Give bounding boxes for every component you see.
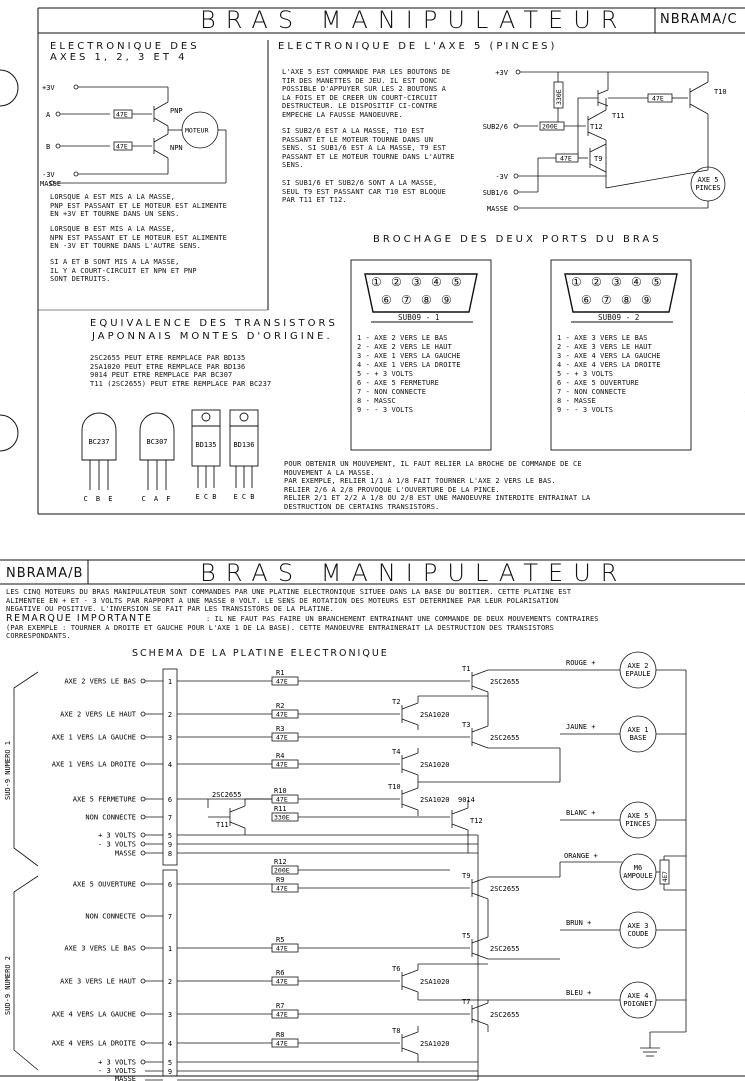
r-val: 47E (276, 1039, 288, 1048)
t-name: T1 (462, 665, 471, 673)
r-val: 47E (276, 1010, 288, 1019)
t-type: 9014 (458, 796, 475, 804)
top-code: NBRAMA/C (660, 12, 738, 27)
r-val: 47E (276, 944, 288, 953)
remarque-head: REMARQUE IMPORTANTE (6, 613, 153, 624)
in1-pin: 2 (167, 711, 173, 719)
r-name: R11 (274, 805, 287, 813)
pins-bc237: C B E (83, 495, 115, 503)
in1-label: NON CONNECTE (85, 813, 136, 822)
t-name: T6 (392, 965, 401, 973)
in1-pin: 7 (167, 814, 173, 822)
in2-label: MASSE (114, 1075, 136, 1081)
c2-masse: MASSE (486, 205, 508, 213)
in2-pin: 9 (167, 1068, 173, 1076)
r-name: R7 (276, 1002, 285, 1010)
motor-l2: EPAULE (625, 670, 651, 678)
t-name: T10 (388, 783, 401, 791)
t-type: 2SC2655 (490, 945, 520, 953)
remarque-rest: : IL NE FAUT PAS FAIRE UN BRANCHEMENT ENTRAINANT UNE COMMANDE DE DEUX MOUVEMENTS CONTRAIRES (206, 615, 599, 623)
t-name: T8 (392, 1027, 401, 1035)
schema-title: SCHEMA DE LA PLATINE ELECTRONIQUE (132, 648, 389, 659)
t-type: 2SC2655 (212, 791, 242, 799)
c2-t12: T12 (590, 123, 603, 131)
r-val: 200E (274, 866, 290, 875)
motor-wire: BLANC + (566, 809, 596, 817)
motor-wire: JAUNE + (566, 723, 596, 731)
r-name: R2 (276, 702, 285, 710)
motor-l2: AMPOULE (623, 872, 653, 880)
in2-label: - 3 VOLTS (98, 1067, 136, 1075)
in1-pin: 8 (167, 850, 173, 858)
in1-pin: 5 (167, 832, 173, 840)
platine-schematic (0, 659, 745, 1081)
in2-pin: 7 (167, 913, 173, 921)
in1-pin: 6 (167, 796, 173, 804)
in2-label: + 3 VOLTS (98, 1058, 136, 1067)
c1-motor: MOTEUR (185, 126, 209, 135)
r-name: R4 (276, 752, 285, 760)
r-val: 47E (276, 677, 288, 686)
brochage-title: BROCHAGE DES DEUX PORTS DU BRAS (373, 234, 662, 245)
in1-label: MASSE (114, 849, 136, 858)
t-type: 2SC2655 (490, 1011, 520, 1019)
lamp-resistor: 4E7 (662, 871, 669, 882)
c1-r-b: 47E (116, 142, 128, 151)
r-val: 330E (274, 813, 290, 822)
c2-r330: 330E (555, 89, 563, 105)
t-name: T3 (462, 721, 471, 729)
motor-l1: AXE 3 (627, 922, 649, 930)
motor-l2: PINCES (625, 820, 651, 828)
motor-l2: COUDE (627, 930, 649, 938)
binder-hole (0, 415, 18, 451)
in2-pin: 6 (167, 881, 173, 889)
t-type: 2SC2655 (490, 734, 520, 742)
t-name: T9 (462, 872, 471, 880)
r-name: R3 (276, 725, 285, 733)
r-name: R5 (276, 936, 285, 944)
c2-pinces: PINCES (695, 184, 721, 192)
motor-l2: POIGNET (623, 1000, 653, 1008)
r-name: R6 (276, 969, 285, 977)
bottom-code: NBRAMA/B (6, 566, 84, 581)
c2-sub26: SUB2/6 (482, 123, 508, 131)
t-type: 2SC2655 (490, 678, 520, 686)
remarque-line-2: CORRESPONDANTS. (6, 632, 71, 641)
c2-r47b: 47E (560, 154, 572, 163)
t-type: 2SA1020 (420, 761, 450, 769)
in2-label: AXE 3 VERS LE HAUT (60, 977, 136, 986)
motor-l1: AXE 1 (627, 726, 649, 734)
in1-label: - 3 VOLTS (98, 840, 136, 849)
r-name: R1 (276, 669, 285, 677)
t-type: 2SC2655 (490, 885, 520, 893)
in2-label: AXE 4 VERS LA GAUCHE (51, 1010, 136, 1019)
in1-label: + 3 VOLTS (98, 831, 136, 840)
in2-pin: 1 (167, 945, 173, 953)
in2-pin: 4 (167, 1040, 173, 1048)
r-name: R10 (274, 787, 287, 795)
c2-t10: T10 (714, 88, 727, 96)
motor-l1: AXE 2 (627, 662, 649, 670)
sec1-title-2: AXES 1, 2, 3 ET 4 (50, 52, 188, 63)
t-type: 2SA1020 (420, 1040, 450, 1048)
sub1-side-label: SUD-9 NUMERO 1 (4, 740, 12, 800)
t-type: 2SA1020 (420, 978, 450, 986)
in2-label: AXE 3 VERS LE BAS (64, 944, 136, 953)
bottom-title: BRAS MANIPULATEUR (200, 559, 628, 587)
sec2-title: ELECTRONIQUE DE L'AXE 5 (PINCES) (278, 41, 558, 52)
in2-label: AXE 4 VERS LA DROITE (51, 1039, 136, 1048)
c1-masse: MASSE (40, 180, 62, 188)
c1-pnp: PNP (170, 107, 183, 115)
pins-bd135: E C B (195, 493, 217, 501)
r-val: 47E (276, 884, 288, 893)
circuit-axe-5 (478, 58, 740, 220)
r-val: 47E (276, 733, 288, 742)
c2-r47a: 47E (652, 94, 664, 103)
sub2-label: SUB09 - 2 (598, 313, 640, 322)
top-title: BRAS MANIPULATEUR (200, 6, 628, 34)
motor-l1: AXE 4 (627, 992, 649, 1000)
in1-pin: 9 (167, 841, 173, 849)
in2-label: NON CONNECTE (85, 912, 136, 921)
c2-r200: 200E (542, 122, 558, 131)
in1-pin: 3 (167, 734, 173, 742)
c1-plus3v: +3V (42, 84, 55, 92)
t-name: T12 (470, 817, 483, 825)
transistor-packages (80, 400, 270, 505)
pkg-bc237: BC237 (88, 438, 110, 446)
c1-r-a: 47E (116, 110, 128, 119)
r-val: 47E (276, 795, 288, 804)
pins-bd136: E C B (233, 493, 255, 501)
in1-pin: 4 (167, 761, 173, 769)
c2-t11: T11 (612, 112, 625, 120)
pkg-bc307: BC307 (146, 438, 168, 446)
motor-l1: AXE 5 (627, 812, 649, 820)
t-type: 2SA1020 (420, 796, 450, 804)
t-name: T4 (392, 748, 401, 756)
r-val: 47E (276, 977, 288, 986)
r-name: R9 (276, 876, 285, 884)
equiv-title-2: JAPONNAIS MONTES D'ORIGINE. (92, 331, 333, 342)
in1-label: AXE 1 VERS LA GAUCHE (51, 733, 136, 742)
c2-sub16: SUB1/6 (482, 189, 508, 197)
r-val: 47E (276, 710, 288, 719)
r-name: R12 (274, 858, 287, 866)
motor-l2: BASE (629, 734, 647, 742)
in2-pin: 2 (167, 978, 173, 986)
r-val: 47E (276, 760, 288, 769)
in2-pin: 5 (167, 1059, 173, 1067)
c1-minus3v: -3V (42, 171, 55, 179)
c2-plus3v: +3V (495, 69, 508, 77)
t-name: T2 (392, 698, 401, 706)
r-name: R8 (276, 1031, 285, 1039)
in2-label: AXE 5 OUVERTURE (72, 880, 136, 889)
pins-bc307: C A F (141, 495, 173, 503)
c2-axe5: AXE 5 (697, 176, 719, 184)
sub1-label: SUB09 - 1 (398, 313, 440, 322)
c1-a: A (46, 111, 51, 119)
in1-pin: 1 (167, 678, 173, 686)
remarque-line-1: (PAR EXEMPLE : TOURNER A DROITE ET GAUCHE POUR L'AXE 1 DE LA BASE). CETTE MANOEUVRE ENTRAINERAIT LA DESTRUCTION DES TRANSISTORS (6, 623, 554, 632)
motor-wire: ROUGE + (566, 659, 596, 667)
t-name: T7 (462, 998, 471, 1006)
in1-label: AXE 2 VERS LE HAUT (60, 710, 136, 719)
motor-wire: BRUN + (566, 919, 592, 927)
in2-pin: 3 (167, 1011, 173, 1019)
sec1-title-1: ELECTRONIQUE DES (50, 41, 200, 52)
pkg-bd136: BD136 (233, 441, 255, 449)
c2-t9: T9 (594, 155, 603, 163)
motor-l1: M6 (633, 864, 643, 872)
motor-wire: BLEU + (566, 989, 592, 997)
c2-minus3v: -3V (495, 173, 508, 181)
motor-wire: ORANGE + (564, 852, 598, 860)
t-name: T11 (216, 821, 229, 829)
in1-label: AXE 1 VERS LA DROITE (51, 760, 136, 769)
t-type: 2SA1020 (420, 711, 450, 719)
c1-npn: NPN (170, 144, 183, 152)
in1-label: AXE 2 VERS LE BAS (64, 677, 136, 686)
pkg-bd135: BD135 (195, 441, 217, 449)
equiv-title-1: EQUIVALENCE DES TRANSISTORS (90, 318, 338, 329)
c1-b: B (46, 143, 51, 151)
sub2-side-label: SUD-9 NUMERO 2 (4, 955, 12, 1015)
binder-hole (0, 70, 18, 106)
t-name: T5 (462, 932, 471, 940)
circuit-axes-1-4 (40, 80, 265, 190)
in1-label: AXE 5 FERMETURE (72, 795, 136, 804)
